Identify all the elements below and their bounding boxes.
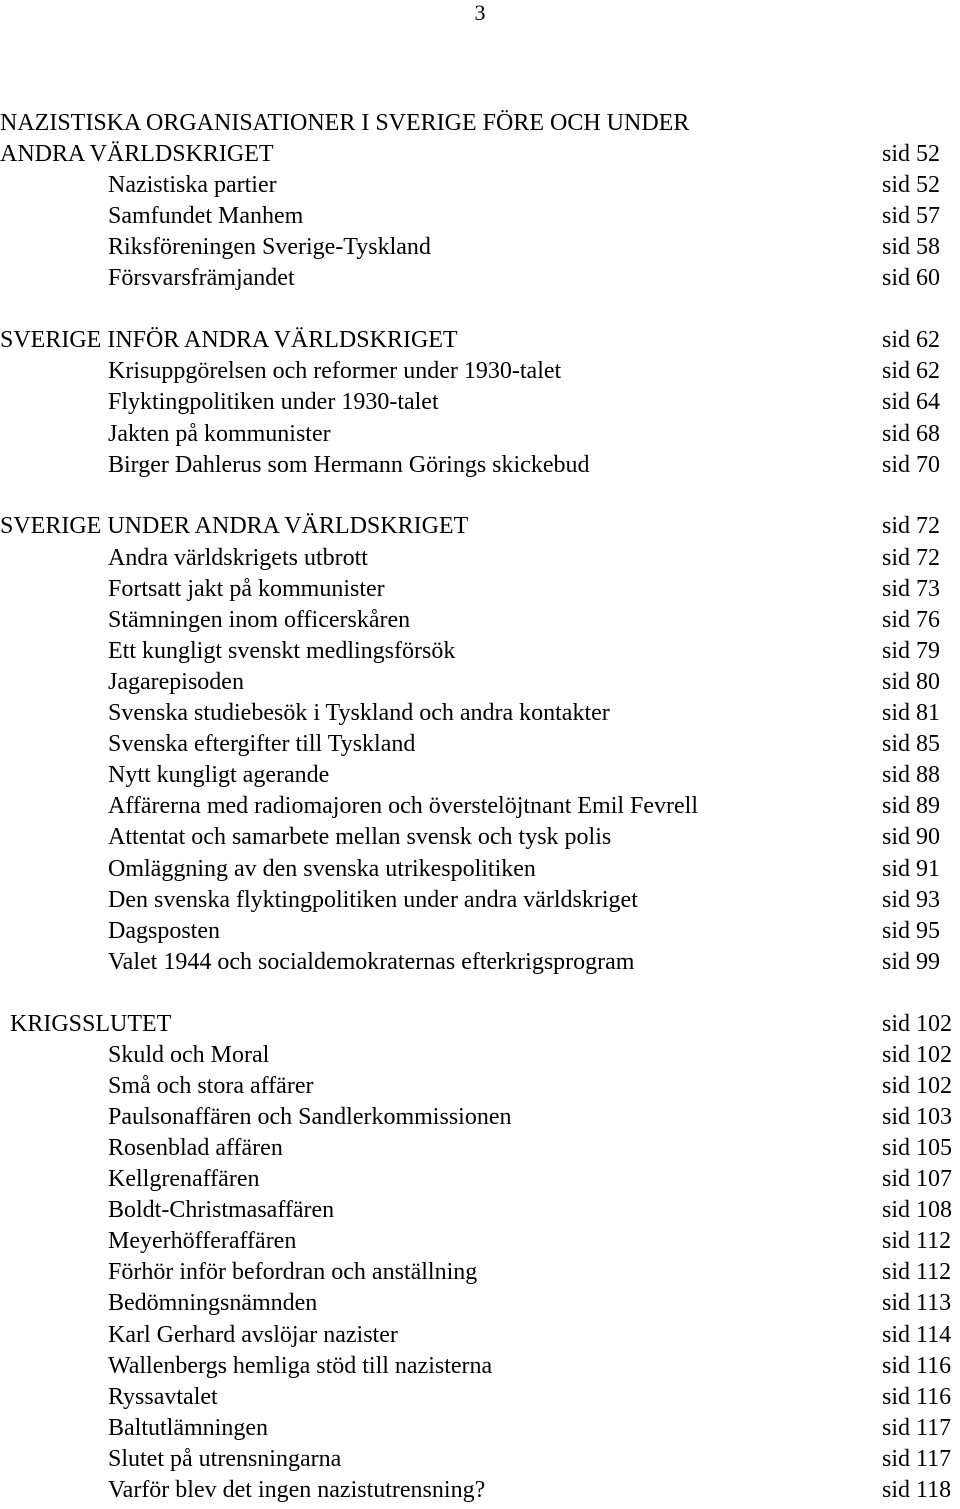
entry-title: Krisuppgörelsen och reformer under 1930-talet (108, 358, 562, 384)
page-reference: sid 107 (882, 1166, 953, 1192)
page-reference: sid 80 (882, 669, 941, 695)
section-heading: SVERIGE INFÖR ANDRA VÄRLDSKRIGET (0, 327, 458, 353)
page-reference: sid 93 (882, 887, 941, 913)
toc-entry (0, 1195, 960, 1226)
page-reference: sid 52 (882, 172, 941, 198)
toc-entry (0, 1257, 960, 1288)
toc-entry (0, 1071, 960, 1102)
entry-title: Nytt kungligt agerande (108, 762, 330, 788)
entry-title: Flyktingpolitiken under 1930-talet (108, 389, 439, 415)
page-reference: sid 112 (882, 1228, 952, 1254)
toc-entry (0, 854, 960, 885)
toc-entry (0, 822, 960, 853)
page-reference: sid 114 (882, 1322, 952, 1348)
entry-title: Varför blev det ingen nazistutrensning? (108, 1477, 486, 1503)
toc-entry (0, 1413, 960, 1444)
entry-title: Jakten på kommunister (108, 421, 331, 447)
toc-entry (0, 201, 960, 232)
toc-entry (0, 1444, 960, 1475)
page-reference: sid 70 (882, 452, 941, 478)
entry-title: Baltutlämningen (108, 1415, 268, 1441)
entry-title: Boldt-Christmasaffären (108, 1197, 335, 1223)
toc-entry (0, 263, 960, 294)
entry-title: Affärerna med radiomajoren och överstelöjtnant Emil Fevrell (108, 793, 699, 819)
section-heading: ANDRA VÄRLDSKRIGET (0, 141, 274, 167)
page-reference: sid 113 (882, 1290, 952, 1316)
section-heading-row (0, 511, 960, 542)
entry-title: Fortsatt jakt på kommunister (108, 576, 385, 602)
toc-entry (0, 419, 960, 450)
page-reference: sid 85 (882, 731, 941, 757)
page-reference: sid 102 (882, 1042, 953, 1068)
page-reference: sid 102 (882, 1011, 953, 1037)
page-reference: sid 105 (882, 1135, 953, 1161)
page-reference: sid 91 (882, 856, 941, 882)
toc-entry (0, 760, 960, 791)
page-reference: sid 112 (882, 1259, 952, 1285)
page-reference: sid 62 (882, 327, 941, 353)
entry-title: Riksföreningen Sverige-Tyskland (108, 234, 431, 260)
entry-title: Stämningen inom officerskåren (108, 607, 411, 633)
page-reference: sid 89 (882, 793, 941, 819)
page-reference: sid 116 (882, 1353, 952, 1379)
page-reference: sid 108 (882, 1197, 953, 1223)
toc-entry (0, 791, 960, 822)
page-reference: sid 72 (882, 545, 941, 571)
entry-title: Bedömningsnämnden (108, 1290, 318, 1316)
entry-title: Jagarepisoden (108, 669, 244, 695)
entry-title: Valet 1944 och socialdemokraternas efterkrigsprogram (108, 949, 635, 975)
toc-entry (0, 170, 960, 201)
entry-title: Små och stora affärer (108, 1073, 314, 1099)
toc-entry (0, 1226, 960, 1257)
entry-title: Ryssavtalet (108, 1384, 218, 1410)
toc-entry (0, 885, 960, 916)
entry-title: Birger Dahlerus som Hermann Görings skickebud (108, 452, 590, 478)
entry-title: Nazistiska partier (108, 172, 277, 198)
toc-entry (0, 605, 960, 636)
toc-entry (0, 1320, 960, 1351)
page-reference: sid 68 (882, 421, 941, 447)
page-reference: sid 52 (882, 141, 941, 167)
entry-title: Förhör inför befordran och anställning (108, 1259, 478, 1285)
page-reference: sid 57 (882, 203, 941, 229)
page-reference: sid 116 (882, 1384, 952, 1410)
entry-title: Den svenska flyktingpolitiken under andra världskriget (108, 887, 638, 913)
page-reference: sid 102 (882, 1073, 953, 1099)
entry-title: Paulsonaffären och Sandlerkommissionen (108, 1104, 512, 1130)
toc-entry (0, 1475, 960, 1506)
entry-title: Wallenbergs hemliga stöd till nazisterna (108, 1353, 493, 1379)
entry-title: Omläggning av den svenska utrikespolitiken (108, 856, 536, 882)
entry-title: Svenska studiebesök i Tyskland och andra kontakter (108, 700, 610, 726)
page-reference: sid 64 (882, 389, 941, 415)
entry-title: Attentat och samarbete mellan svensk och tysk polis (108, 824, 612, 850)
toc-entry (0, 916, 960, 947)
toc-entry (0, 667, 960, 698)
page-reference: sid 73 (882, 576, 941, 602)
toc-entry (0, 1382, 960, 1413)
entry-title: Andra världskrigets utbrott (108, 545, 368, 571)
page-reference: sid 88 (882, 762, 941, 788)
page-reference: sid 117 (882, 1415, 952, 1441)
entry-title: Meyerhöfferaffären (108, 1228, 297, 1254)
toc-entry (0, 1102, 960, 1133)
page-reference: sid 118 (882, 1477, 952, 1503)
toc-entry (0, 729, 960, 760)
toc-entry (0, 450, 960, 481)
entry-title: Svenska eftergifter till Tyskland (108, 731, 416, 757)
page-reference: sid 90 (882, 824, 941, 850)
toc-entry (0, 1288, 960, 1319)
section-heading: KRIGSSLUTET (10, 1011, 172, 1037)
section-heading: SVERIGE UNDER ANDRA VÄRLDSKRIGET (0, 513, 469, 539)
entry-title: Skuld och Moral (108, 1042, 270, 1068)
section-heading-row (0, 1009, 960, 1040)
toc-entry (0, 698, 960, 729)
section-heading-row (0, 325, 960, 356)
page-reference: sid 62 (882, 358, 941, 384)
entry-title: Rosenblad affären (108, 1135, 283, 1161)
page-reference: sid 103 (882, 1104, 953, 1130)
section-heading-line1: NAZISTISKA ORGANISATIONER I SVERIGE FÖRE OCH UNDER (0, 110, 690, 136)
toc-entry (0, 543, 960, 574)
toc-entry (0, 387, 960, 418)
page-number: 3 (474, 0, 486, 25)
page-reference: sid 117 (882, 1446, 952, 1472)
entry-title: Karl Gerhard avslöjar nazister (108, 1322, 398, 1348)
entry-title: Ett kungligt svenskt medlingsförsök (108, 638, 456, 664)
entry-title: Dagsposten (108, 918, 220, 944)
page-reference: sid 60 (882, 265, 941, 291)
toc-entry (0, 1040, 960, 1071)
entry-title: Kellgrenaffären (108, 1166, 260, 1192)
entry-title: Slutet på utrensningarna (108, 1446, 342, 1472)
toc-entry (0, 232, 960, 263)
page-reference: sid 99 (882, 949, 941, 975)
toc-entry (0, 947, 960, 978)
page-reference: sid 95 (882, 918, 941, 944)
toc-entry (0, 1164, 960, 1195)
page-reference: sid 81 (882, 700, 941, 726)
toc-entry (0, 1133, 960, 1164)
section-heading-row (0, 139, 960, 170)
entry-title: Försvarsfrämjandet (108, 265, 295, 291)
toc-entry (0, 1351, 960, 1382)
toc-entry (0, 636, 960, 667)
page-reference: sid 72 (882, 513, 941, 539)
toc-entry (0, 574, 960, 605)
entry-title: Samfundet Manhem (108, 203, 304, 229)
page-reference: sid 79 (882, 638, 941, 664)
page-reference: sid 76 (882, 607, 941, 633)
page-reference: sid 58 (882, 234, 941, 260)
toc-entry (0, 356, 960, 387)
